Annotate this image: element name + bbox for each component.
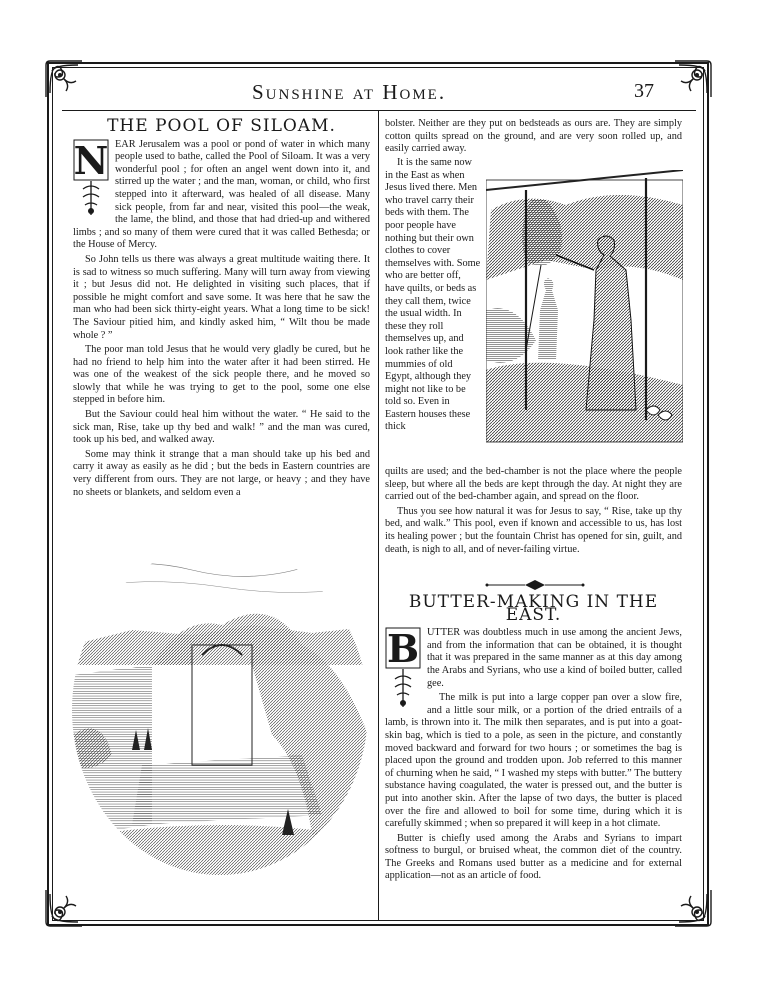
paragraph: The milk is put into a large copper pan over a slow fire, and a little sour milk, or a portion of the dried entrails of a lamb, is thrown into it. The milk then separates, and is put into a goat-skin bag, which is tied to a pole, as seen in the picture, and constantly moved backward and forward for two hours ; or sometimes the bag is placed upon the ground and trodden upon. Job referred to this manner of churning when he said, “ I washed my steps with butter.” The buttery substance having coagulated, the water is pressed out, and the butter is put into another skin. After the lapse of two days, the butter is placed over the fire and allowed to boil for some time, during which it is carefully skimmed ; when so prepared it will keep in a hot climate. — [385, 692, 682, 830]
paragraph: The poor man told Jesus that he would very gladly be cured, but he had no friend to help him into the water after it had been stirred. He was one of the weakest of the sick people there, and he moved so slowly that while he was trying to get to the pool, some one else stepped in before him. — [73, 344, 370, 406]
corner-ornament-top-left — [40, 55, 88, 103]
running-header — [97, 80, 657, 106]
ornamental-separator — [485, 578, 585, 590]
drop-cap-b — [385, 627, 421, 711]
article-title-butter-making: BUTTER-MAKING IN THE EAST. — [408, 592, 659, 625]
publication-title: Sunshine at Home. — [252, 80, 447, 104]
right-column-article-2 — [385, 592, 682, 885]
paragraph: But the Saviour could heal him without the water. “ He said to the sick man, Rise, take up thy bed and walk! ” and the man was cured, took up his bed, and walked away. — [73, 409, 370, 446]
right-column-narrow-text — [385, 157, 481, 436]
paragraph: So John tells us there was always a great multitude waiting there. It is sad to witness so much suffering. Many will turn away from viewing it ; but Jesus did not. He delighted in visiting such places, that if possible he might comfort and save some. It was here that he saw the man who had been sick thirty-eight years. What a long time to be sick! The Saviour pitied him, and kindly asked him, “ Wilt thou be made whole ? ” — [73, 253, 370, 341]
svg-text:N: N — [73, 138, 109, 183]
paragraph: EAR Jerusalem was a pool or pond of water in which many people used to bathe, called the Pool of Siloam. It was a very wonderful pool ; for often an angel went down into it, and stirred up the water ; and the man, woman, or child, who first stepped into it afterward, was healed of all disease. Many sick people, from far and near, visited this pool—the weak, the lame, the blind, and those that had dried-up and withered limbs ; and so many of them were cured that it was called Bethesda; or the House of Mercy. — [73, 138, 370, 251]
paragraph: Thus you see how natural it was for Jesus to say, “ Rise, take up thy bed, and walk.” This pool, even if known and accessible to us, has lost its healing power ; but the fountain Christ has opened for sin, guilt, and death, is nigh to all, and of never-failing virtue. — [385, 505, 682, 555]
corner-ornament-bottom-left — [40, 884, 88, 932]
paragraph: Butter is chiefly used among the Arabs and Syrians to impart softness to burgul, or bruised wheat, the common diet of the country. The Greeks and Romans used butter as a medicine and for external application—not as an article of food. — [385, 832, 682, 882]
article-title-pool-of-siloam: THE POOL OF SILOAM. — [107, 116, 336, 136]
paragraph: It is the same now in the East as when Jesus lived there. Men who travel carry their beds with them. The poor people have nothing but their own clothes to cover themselves with. Some who are better off, have quilts, or beds as they call them, twice the usual width. In these they roll themselves up, and look rather like the mummies of old Egypt, although they might not like to be told so. Even in Eastern houses these thick — [385, 157, 481, 433]
column-divider — [378, 111, 379, 921]
paragraph: Some may think it strange that a man should take up his bed and carry it away as easily as he did ; but the beds in Eastern countries are very different from ours. They are not large, or heavy ; and they have no sheets or blankets, and seldom even a — [73, 448, 370, 498]
paragraph: UTTER was doubtless much in use among the ancient Jews, and from the information that can be obtained, it is thought that it was prepared in the same manner as at this day among the Arabs and Syrians, who use a kind of boiled butter, called gee. — [427, 627, 682, 689]
paragraph: bolster. Neither are they put on bedsteads as ours are. They are simply cotton quilts spread on the ground, and are very soon rolled up, and easily carried away. — [385, 118, 682, 155]
butter-making-engraving — [486, 170, 683, 445]
header-rule — [62, 110, 696, 111]
left-column-text — [73, 116, 370, 501]
paragraph: quilts are used; and the bed-chamber is not the place where the people sleep, but where all the beds are kept through the day. At night they are carried out of the bed-chamber again, and spread on the floor. — [385, 466, 682, 503]
page-number: 37 — [634, 80, 654, 102]
drop-cap-n — [73, 139, 109, 219]
pool-of-siloam-engraving — [72, 535, 368, 875]
corner-ornament-top-right — [669, 55, 717, 103]
corner-ornament-bottom-right — [669, 884, 717, 932]
right-column-continuation-text — [385, 466, 682, 558]
right-column-top-text — [385, 118, 682, 158]
svg-text:B: B — [386, 627, 420, 672]
